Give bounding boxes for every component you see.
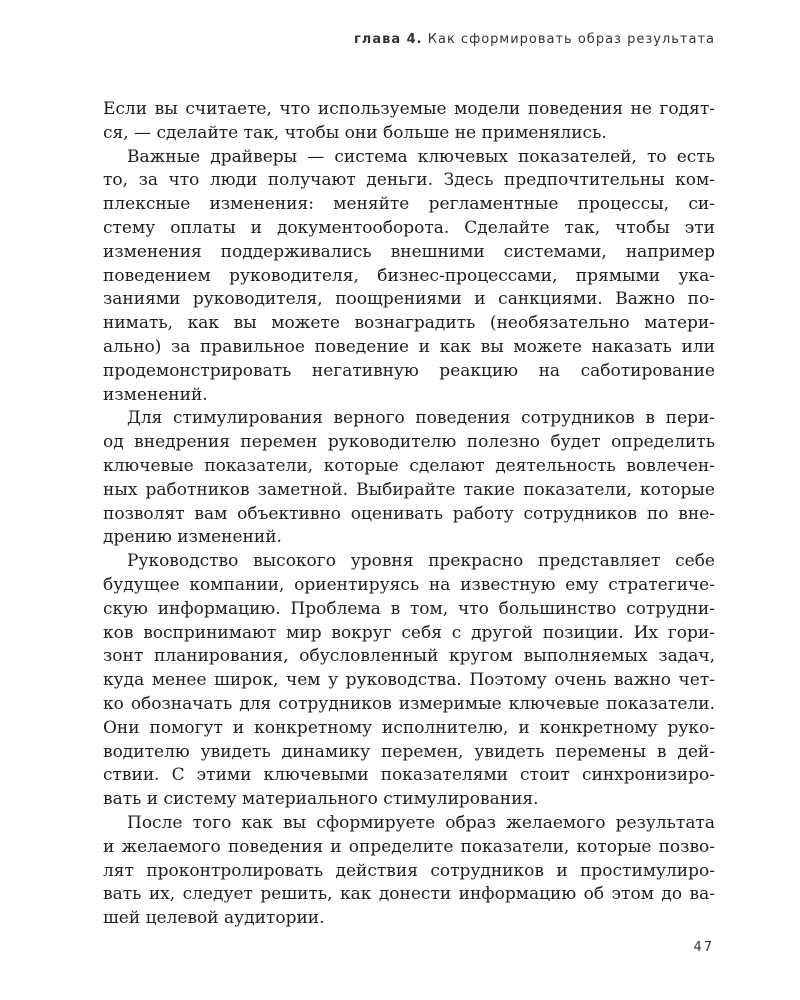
text-line: позволят вам объективно оценивать работу сотрудников по вне-: [103, 503, 715, 524]
text-line: Для стимулирования верного поведения сотрудников в пери-: [127, 408, 715, 429]
paragraph: [103, 407, 715, 550]
text-line: Они помогут и конкретному исполнителю, и конкретному руко-: [103, 717, 715, 738]
text-line: од внедрения перемен руководителю полезно будет определить: [103, 432, 715, 453]
text-line: Если вы считаете, что используемые модели поведения не годят-: [103, 99, 715, 119]
text-line: вать их, следует решить, как донести информацию об этом до ва-: [103, 884, 715, 905]
text-line: шей целевой аудитории.: [103, 908, 325, 929]
paragraph: [103, 550, 715, 812]
text-line: плексные изменения: меняйте регламентные процессы, си-: [103, 194, 715, 215]
text-line: заниями руководителя, поощрениями и санкциями. Важно по-: [103, 289, 715, 310]
text-line: После того как вы сформируете образ желаемого результата: [127, 812, 715, 833]
text-line: водителю увидеть динамику перемен, увидеть перемены в дей-: [103, 741, 715, 762]
text-line: и желаемого поведения и определите показатели, которые позво-: [103, 836, 715, 857]
text-line: вать и систему материального стимулирования.: [103, 789, 539, 810]
paragraph: [103, 146, 715, 408]
text-line: ных работников заметной. Выбирайте такие показатели, которые: [103, 479, 715, 500]
text-line: Важные драйверы — система ключевых показателей, то есть: [127, 146, 715, 167]
text-line: продемонстрировать негативную реакцию на саботирование: [103, 360, 715, 381]
text-line: будущее компании, ориентируясь на известную ему стратегиче-: [103, 574, 715, 595]
text-line: ально) за правильное поведение и как вы можете наказать или: [103, 336, 715, 357]
text-line: зонт планирования, обусловленный кругом выполняемых задач,: [103, 646, 715, 667]
text-line: то, за что люди получают деньги. Здесь предпочтительны ком-: [103, 170, 715, 191]
text-line: ся, — сделайте так, чтобы они больше не применялись.: [103, 122, 607, 143]
text-line: нимать, как вы можете вознаградить (необязательно матери-: [103, 313, 715, 334]
text-line: лят проконтролировать действия сотрудников и простимулиро-: [103, 860, 715, 881]
text-line: ключевые показатели, которые сделают деятельность вовлечен-: [103, 455, 715, 476]
text-line: куда менее широк, чем у руководства. Поэтому очень важно чет-: [103, 670, 715, 691]
text-line: ко обозначать для сотрудников измеримые ключевые показатели.: [103, 693, 715, 714]
text-line: ствии. С этими ключевыми показателями стоит синхронизиро-: [103, 765, 715, 786]
chapter-label: глава 4.: [354, 32, 423, 47]
chapter-title: Как сформировать образ результата: [427, 32, 715, 47]
text-line: скую информацию. Проблема в том, что большинство сотрудни-: [103, 598, 715, 619]
text-line: ков воспринимают мир вокруг себя с другой позиции. Их гори-: [103, 622, 715, 643]
text-line: дрению изменений.: [103, 527, 282, 548]
paragraph: [103, 98, 715, 146]
text-line: поведением руководителя, бизнес-процессами, прямыми ука-: [103, 265, 715, 286]
page-number: 47: [693, 940, 714, 955]
running-head: [354, 32, 715, 47]
text-line: Руководство высокого уровня прекрасно представляет себе: [127, 551, 715, 572]
body-text: [103, 98, 715, 931]
text-line: стему оплаты и документооборота. Сделайте так, чтобы эти: [103, 217, 715, 238]
text-line: изменения поддерживались внешними системами, например: [103, 241, 715, 262]
paragraph: [103, 812, 715, 931]
text-line: изменений.: [103, 384, 208, 405]
